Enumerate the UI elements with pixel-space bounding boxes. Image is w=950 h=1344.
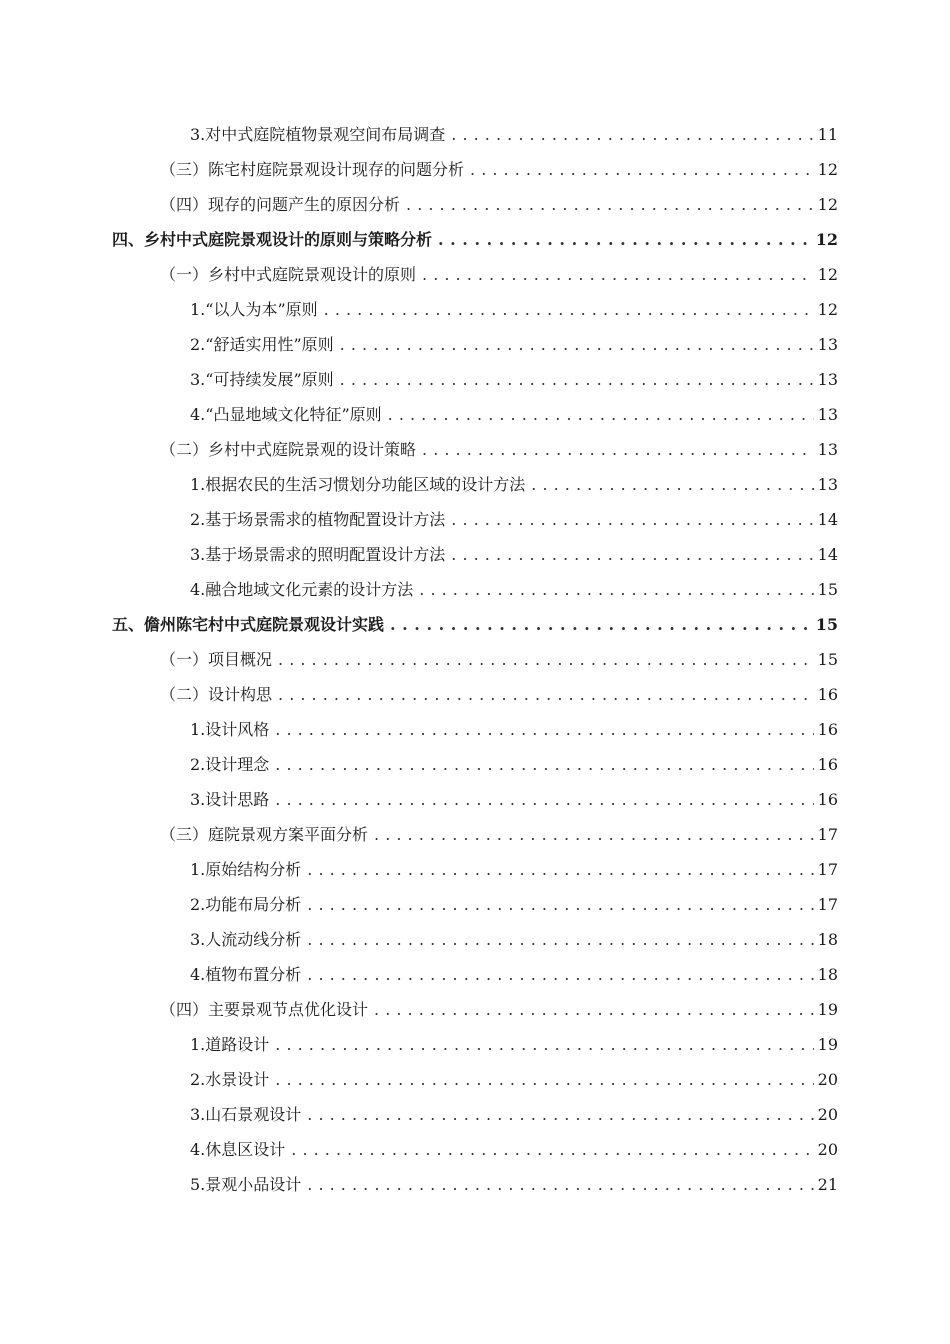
toc-entry-page: 14 [817, 544, 838, 564]
toc-entry-page: 20 [817, 1069, 838, 1089]
dot-leader [451, 545, 813, 565]
toc-entry[interactable] [160, 257, 838, 292]
toc-entry-page: 12 [817, 264, 838, 284]
dot-leader [374, 1000, 814, 1020]
toc-entry-label: 3.基于场景需求的照明配置设计方法 [190, 544, 446, 564]
toc-entry[interactable] [190, 1167, 838, 1202]
toc-entry-page: 13 [817, 369, 838, 389]
toc-entry-page: 13 [817, 404, 838, 424]
toc-entry-label: 2.“舒适实用性”原则 [190, 334, 334, 354]
toc-entry[interactable] [190, 117, 838, 152]
dot-leader [275, 1035, 813, 1055]
dot-leader [307, 930, 813, 950]
toc-entry-label: 3.人流动线分析 [190, 929, 302, 949]
toc-entry-page: 15 [815, 614, 838, 634]
toc-entry-label: 5.景观小品设计 [190, 1174, 302, 1194]
toc-entry-label: 3.山石景观设计 [190, 1104, 302, 1124]
toc-entry[interactable] [190, 292, 838, 327]
toc-entry-page: 12 [817, 159, 838, 179]
toc-entry-label: 4.休息区设计 [190, 1139, 286, 1159]
toc-entry-label: 2.功能布局分析 [190, 894, 302, 914]
toc-entry-page: 19 [817, 1034, 838, 1054]
toc-entry-label: 四、乡村中式庭院景观设计的原则与策略分析 [112, 229, 433, 249]
toc-entry-label: 4.“凸显地域文化特征”原则 [190, 404, 382, 424]
toc-entry[interactable] [190, 327, 838, 362]
toc-entry-page: 21 [817, 1174, 838, 1194]
toc-entry-label: 1.根据农民的生活习惯划分功能区域的设计方法 [190, 474, 526, 494]
toc-chapter-entry[interactable] [112, 222, 838, 257]
toc-entry[interactable] [190, 747, 838, 782]
dot-leader [275, 1070, 813, 1090]
toc-entry[interactable] [190, 467, 838, 502]
toc-entry-label: 3.“可持续发展”原则 [190, 369, 334, 389]
toc-entry[interactable] [190, 1097, 838, 1132]
toc-entry-page: 15 [817, 649, 838, 669]
dot-leader [422, 440, 814, 460]
toc-entry[interactable] [190, 397, 838, 432]
toc-entry-page: 12 [817, 194, 838, 214]
toc-entry-page: 17 [817, 859, 838, 879]
toc-entry-label: 1.“以人为本”原则 [190, 299, 318, 319]
toc-entry-label: （一）乡村中式庭院景观设计的原则 [160, 264, 417, 284]
toc-entry-label: （三）陈宅村庭院景观设计现存的问题分析 [160, 159, 465, 179]
toc-entry-label: 3.设计思路 [190, 789, 270, 809]
toc-entry-label: 4.植物布置分析 [190, 964, 302, 984]
dot-leader [438, 230, 812, 250]
toc-entry-page: 13 [817, 474, 838, 494]
toc-entry-label: 4.融合地域文化元素的设计方法 [190, 579, 414, 599]
dot-leader [531, 475, 813, 495]
toc-entry[interactable] [190, 1027, 838, 1062]
dot-leader [422, 265, 814, 285]
toc-entry[interactable] [190, 712, 838, 747]
toc-entry-page: 16 [817, 719, 838, 739]
toc-entry-label: 2.设计理念 [190, 754, 270, 774]
dot-leader [307, 965, 813, 985]
toc-chapter-entry[interactable] [112, 607, 838, 642]
toc-entry-label: 3.对中式庭院植物景观空间布局调查 [190, 124, 446, 144]
toc-entry-label: 1.设计风格 [190, 719, 270, 739]
toc-entry-page: 13 [817, 334, 838, 354]
dot-leader [275, 755, 813, 775]
toc-entry-page: 12 [815, 229, 838, 249]
toc-entry[interactable] [160, 642, 838, 677]
toc-entry-page: 14 [817, 509, 838, 529]
toc-entry-page: 19 [817, 999, 838, 1019]
dot-leader [278, 650, 814, 670]
toc-entry-label: 五、儋州陈宅村中式庭院景观设计实践 [112, 614, 385, 634]
dot-leader [390, 615, 812, 635]
toc-entry[interactable] [160, 152, 838, 187]
toc-entry-label: 2.水景设计 [190, 1069, 270, 1089]
toc-entry-page: 12 [817, 299, 838, 319]
toc-entry[interactable] [190, 502, 838, 537]
dot-leader [340, 335, 814, 355]
toc-entry[interactable] [190, 572, 838, 607]
dot-leader [470, 160, 814, 180]
dot-leader [307, 895, 813, 915]
toc-entry-page: 13 [817, 439, 838, 459]
toc-entry[interactable] [190, 957, 838, 992]
toc-entry-label: 1.原始结构分析 [190, 859, 302, 879]
toc-entry[interactable] [160, 677, 838, 712]
dot-leader [324, 300, 814, 320]
toc-entry[interactable] [160, 817, 838, 852]
toc-entry[interactable] [190, 782, 838, 817]
toc-entry-label: （三）庭院景观方案平面分析 [160, 824, 369, 844]
toc-entry-page: 15 [817, 579, 838, 599]
dot-leader [340, 370, 814, 390]
toc-entry-page: 16 [817, 789, 838, 809]
toc-entry-label: 1.道路设计 [190, 1034, 270, 1054]
toc-entry-page: 11 [817, 124, 838, 144]
toc-entry[interactable] [190, 362, 838, 397]
toc-entry-label: （四）主要景观节点优化设计 [160, 999, 369, 1019]
dot-leader [278, 685, 814, 705]
toc-entry[interactable] [160, 992, 838, 1027]
dot-leader [307, 1175, 813, 1195]
toc-entry-page: 18 [817, 964, 838, 984]
toc-entry[interactable] [190, 1062, 838, 1097]
toc-entry-page: 20 [817, 1104, 838, 1124]
toc-entry[interactable] [190, 537, 838, 572]
dot-leader [275, 720, 813, 740]
toc-entry[interactable] [190, 852, 838, 887]
dot-leader [419, 580, 813, 600]
toc-entry[interactable] [160, 187, 838, 222]
toc-entry[interactable] [190, 1132, 838, 1167]
toc-entry-page: 20 [817, 1139, 838, 1159]
dot-leader [451, 125, 813, 145]
toc-entry-label: （一）项目概况 [160, 649, 273, 669]
toc-entry-label: 2.基于场景需求的植物配置设计方法 [190, 509, 446, 529]
toc-entry-page: 18 [817, 929, 838, 949]
dot-leader [406, 195, 814, 215]
toc-entry-page: 17 [817, 894, 838, 914]
toc-entry[interactable] [160, 432, 838, 467]
dot-leader [388, 405, 814, 425]
dot-leader [291, 1140, 813, 1160]
dot-leader [307, 1105, 813, 1125]
dot-leader [451, 510, 813, 530]
toc-entry-label: （二）设计构思 [160, 684, 273, 704]
dot-leader [275, 790, 813, 810]
toc-entry-page: 16 [817, 754, 838, 774]
toc-entry-label: （二）乡村中式庭院景观的设计策略 [160, 439, 417, 459]
dot-leader [374, 825, 814, 845]
toc-entry[interactable] [190, 887, 838, 922]
toc-entry-page: 16 [817, 684, 838, 704]
dot-leader [307, 860, 813, 880]
toc-entry-label: （四）现存的问题产生的原因分析 [160, 194, 401, 214]
toc-entry-page: 17 [817, 824, 838, 844]
toc-entry[interactable] [190, 922, 838, 957]
